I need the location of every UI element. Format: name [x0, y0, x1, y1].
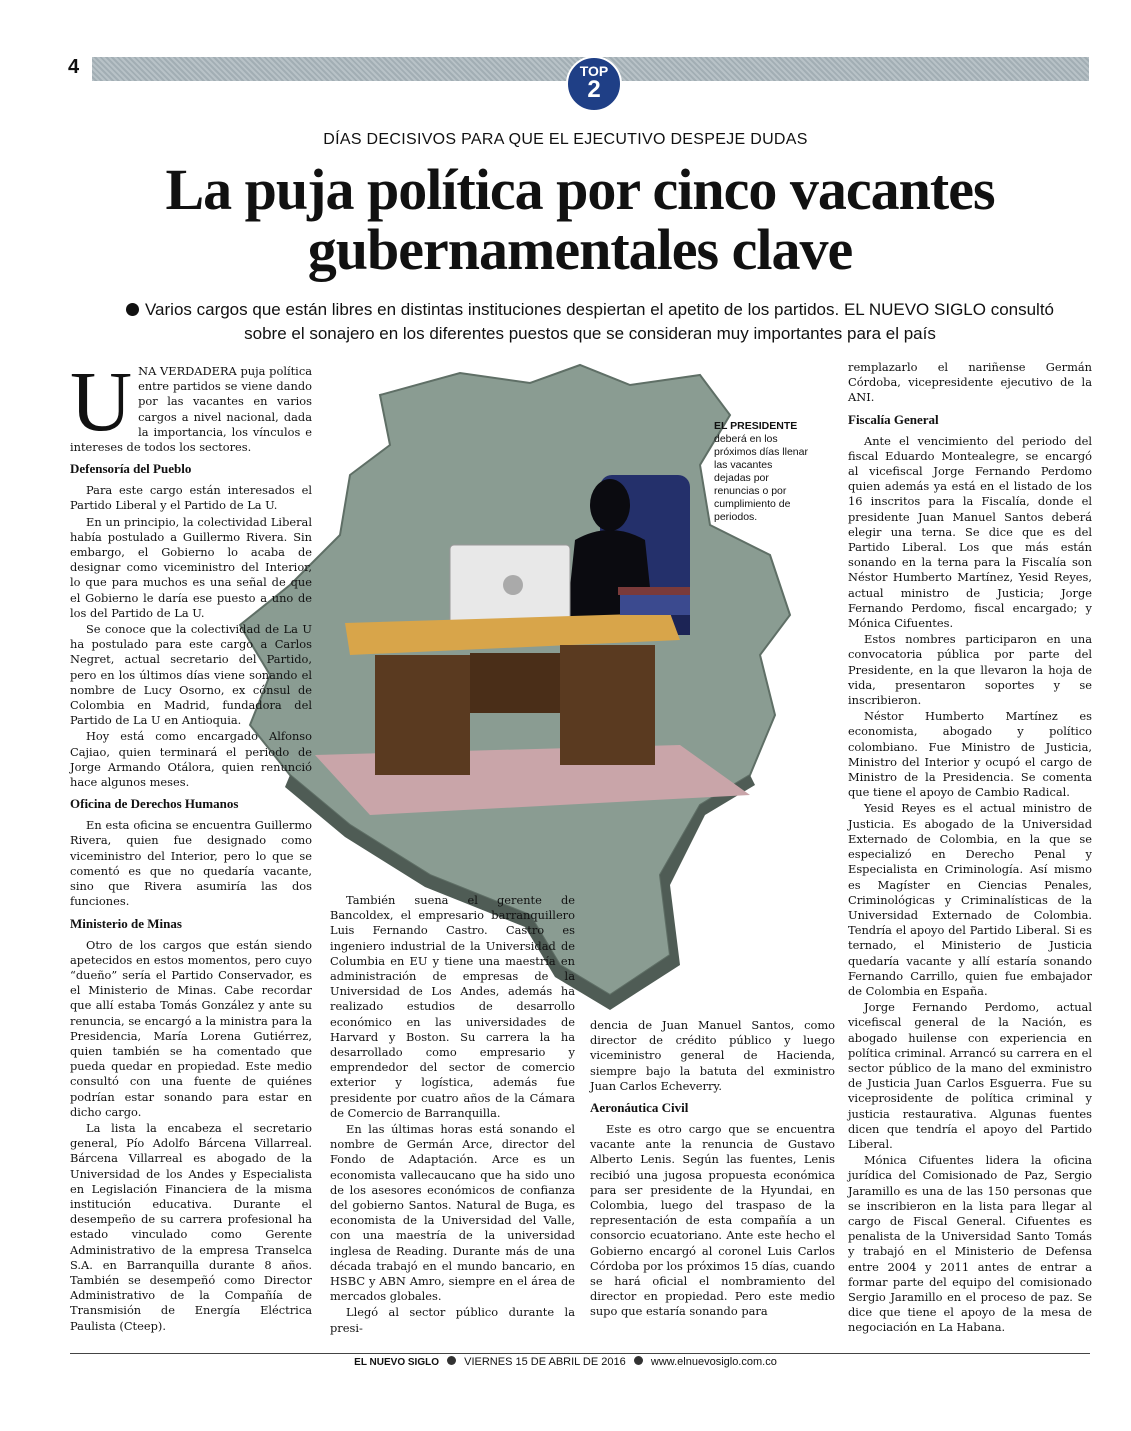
intro-paragraph [70, 353, 312, 455]
paragraph: Llegó al sector público durante la presi- [330, 1305, 575, 1335]
headline-line1: La puja política por cinco vacantes [165, 157, 995, 222]
caption-label: EL PRESIDENTE [714, 420, 798, 432]
column-2 [330, 893, 575, 1337]
paragraph: Hoy está como encargado Alfonso Cajiao, quien terminará el periodo de Jorge Armando Otálora, quien renunció hace algunos meses. [70, 729, 312, 790]
footer-url: www.elnuevosiglo.com.co [650, 1356, 777, 1368]
top-badge [566, 56, 622, 112]
footer-rule [70, 1353, 1090, 1354]
paragraph: Para este cargo están interesados el Partido Liberal y el Partido de La U. [70, 483, 312, 513]
paragraph: Se conoce que la colectividad de La U ha postulado para este cargo a Carlos Negret, actual secretario del Partido, pero en los últimos días viene sonando el nombre de Lucy Osorno, ex cónsul de Colombia en Madrid, fundadora del Partido de La U en Antioquia. [70, 622, 312, 728]
page-footer [0, 1356, 1131, 1368]
paragraph: remplazarlo el nariñense Germán Córdoba, vicepresidente ejecutivo de la ANI. [848, 360, 1092, 405]
desk-front-panel [470, 653, 560, 713]
section-heading: Ministerio de Minas [70, 915, 182, 931]
paragraph: Este es otro cargo que se encuentra vacante ante la renuncia de Gustavo Alberto Lenis. Según las fuentes, Lenis recibió una jugosa propuesta económica para ser presidente de la Hyundai, en Colombia, luego del traspaso de la representación de esta compañía a un consorcio ecuatoriano. Ante este hecho el Gobierno encargó al coronel Luis Carlos Córdoba por los próximos 15 días, cuando se hará oficial el nombramiento del director en propiedad. Pero este medio supo que estaría sonando para [590, 1122, 835, 1319]
column-4 [848, 360, 1092, 1337]
caption-text: deberá en los próximos días llenar las vacantes dejadas por renuncias o por cumplimiento de periodos. [714, 433, 808, 523]
footer-brand: EL NUEVO SIGLO [354, 1357, 439, 1368]
deck-line2: sobre el sonajero en los diferentes puestos que se consideran muy importantes para el país [244, 324, 936, 343]
page-number: 4 [68, 56, 80, 78]
paragraph: dencia de Juan Manuel Santos, como director de crédito público y luego viceministro general de Hacienda, siempre bajo la batuta del exministro Juan Carlos Echeverry. [590, 1018, 835, 1093]
kicker: DÍAS DECISIVOS PARA QUE EL EJECUTIVO DESPEJE DUDAS [323, 131, 808, 148]
president-head [590, 479, 630, 531]
headline-line2: gubernamentales clave [307, 217, 853, 282]
footer-dot-icon [447, 1356, 456, 1365]
dropcap: U [70, 353, 133, 449]
paragraph: En un principio, la colectividad Liberal había postulado a Guillermo Rivera. Sin embargo, el Gobierno lo acaba de designar como viceministro del Interior, lo que para muchos es una señal de que el Gobierno le daría ese puesto a uno de los del Partido de La U. [70, 514, 312, 620]
badge-line1: TOP [579, 63, 609, 79]
paragraph: Mónica Cifuentes lidera la oficina jurídica del Comisionado de Paz, Sergio Jaramillo es una de las 150 personas que se inscribieron en la lista para llegar al cargo de Fiscal General. Cifuentes es penalista de la Universidad Santo Tomás y trabajó en el Ministerio de Defensa entre 2004 y 2011 antes de entrar a formar parte del equipo del comisionado Sergio Jaramillo en el proceso de paz. Se dice que tiene el apoyo de la mesa de negociación en La Habana. [848, 1153, 1092, 1335]
deck-line1: Varios cargos que están libres en distintas instituciones despiertan el apetito de los partidos. EL NUEVO SIGLO consultó [144, 300, 1055, 319]
footer-dot-icon [634, 1356, 643, 1365]
section-heading: Fiscalía General [848, 411, 939, 427]
paragraph: También suena el gerente de Bancoldex, el empresario barranquillero Luis Fernando Castro. Castro es ingeniero industrial de la Universidad de Columbia en EU y tiene una maestría en administración de empresas de la Universidad de Los Andes, además ha realizado estudios de desarrollo económico en las universidades de Harvard y Boston. Su carrera la ha desarrollado como empresario y emprendedor del sector de comercio exterior y logística, además fue presidente por cuatro años de la Cámara de Comercio de Barranquilla. [330, 893, 575, 1120]
books-stack [620, 595, 690, 615]
headline [80, 157, 1080, 282]
paragraph: Otro de los cargos que están siendo apetecidos en estos momentos, pero cuyo “dueño” sería el Partido Conservador, es el Ministerio de Minas. Cabe recordar que allí estaba Tomás González y ante su renuncia, se encargó a la ministra para la Presidencia, María Lorena Gutiérrez, quien también se ha comentado que pueda quedar en propiedad. Este medio consultó con una fuente de quiénes podrían estar sonando para estar en dicho cargo. [70, 937, 312, 1119]
footer-date: VIERNES 15 DE ABRIL DE 2016 [464, 1356, 626, 1368]
section-heading: Oficina de Derechos Humanos [70, 796, 239, 812]
column-1 [70, 353, 312, 1335]
books-stack-2 [618, 587, 690, 595]
intro-text: NA VERDADERA puja política entre partidos se viene dando por las vacantes en varios cargos a nivel nacional, dada la importancia, los vínculos e intereses de todos los sectores. [70, 364, 312, 455]
section-heading: Defensoría del Pueblo [70, 461, 192, 477]
paragraph: Yesid Reyes es el actual ministro de Justicia. Es abogado de la Universidad Externado de Colombia, en la que se especializó en Derecho Penal y Especialista en Criminología. Así mismo es Magíster en Ciencias Penales, Criminológicas y Criminalísticas de la Universidad Externado de Colombia. Tendría el apoyo del Partido Liberal. Si es ternado, el Ministerio de Justicia quedaría vacante y allí estaría sonando Fernando Carrillo, quien fue embajador de Colombia en España. [848, 801, 1092, 998]
paragraph: La lista la encabeza el secretario general, Pío Adolfo Bárcena Villarreal. Bárcena Villarreal es abogado de la Universidad de los Andes y Especialista en Legislación Financiera de la misma institución educativa. Durante el desempeño de su carrera profesional ha estado vinculado como Gerente Administrativo de la empresa Transelca S.A. en Barranquilla durante 8 años. También se desempeñó como Director Administrativo de la Compañía de Transmisión de Energía Eléctrica Paulista (Cteep). [70, 1120, 312, 1333]
paragraph: Estos nombres participaron en una convocatoria pública por parte del Presidente, en la que llevaron la hoja de vida, presentaron soportes y se inscribieron. [848, 632, 1092, 708]
paragraph: En las últimas horas está sonando el nombre de Germán Arce, director del Fondo de Adaptación. Arce es un economista vallecaucano que ha sido uno de los asesores económicos de confianza del gobierno Santos. Natural de Buga, es economista de la Universidad del Valle, con una maestría de la universidad inglesa de Reading. Durante más de una década trabajó en el mundo bancario, en HSBC y ABN Amro, siempre en el área de mercados globales. [330, 1122, 575, 1304]
laptop-logo [503, 575, 523, 595]
paragraph: En esta oficina se encuentra Guillermo Rivera, quien fue designado como viceministro del Interior, pero lo que se comentó es que no quedaría vacante, sino que Rivera asumiría las dos funciones. [70, 818, 312, 909]
section-heading: Aeronáutica Civil [590, 1100, 689, 1116]
paragraph: Jorge Fernando Perdomo, actual vicefiscal general de la Nación, es abogado huilense con experiencia en política criminal. Arrancó su carrera en el sector público de la mano del exministro de Justicia Juan Carlos Esguerra. Fue su viceprosidente de política criminal y justicia restaurativa. Algunas fuentes dicen que tendría el apoyo del Partido Liberal. [848, 1000, 1092, 1151]
deck [70, 298, 1110, 346]
column-3 [590, 1018, 835, 1321]
paragraph: Néstor Humberto Martínez es economista, abogado y político colombiano. Fue Ministro de Justicia, Ministro del Interior y ocupó el cargo de Ministro de la Presidencia. Se comenta que tiene el apoyo de Cambio Radical. [848, 709, 1092, 800]
paragraph: Ante el vencimiento del periodo del fiscal Eduardo Montealegre, se encargó al vicefiscal Jorge Fernando Perdomo quien además ya está en el listado de los 16 inscritos para la Fiscalía, donde el presidente Juan Manuel Santos deberá elegir una terna. Se dice que es del Partido Liberal. Los que más están sonando en la terna para la Fiscalía son Néstor Humberto Martínez, Yesid Reyes, actual ministro de Justicia; Jorge Fernando Perdomo, fiscal encargado; y Mónica Cifuentes. [848, 433, 1092, 631]
bullet-icon [126, 303, 139, 316]
illustration-caption [714, 420, 809, 524]
desk-right-pedestal [560, 645, 655, 765]
badge-line2: 2 [587, 76, 601, 103]
desk-left-pedestal [375, 655, 470, 775]
